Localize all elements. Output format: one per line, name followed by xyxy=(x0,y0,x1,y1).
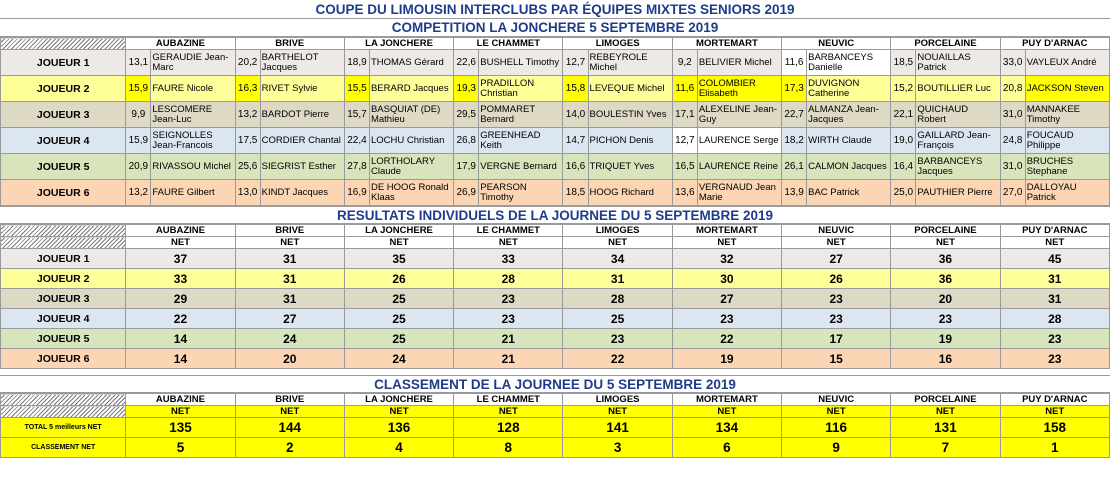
net-header: NET xyxy=(891,237,1000,249)
handicap-score: 13,1 xyxy=(126,50,151,76)
handicap-score: 15,9 xyxy=(126,76,151,102)
handicap-score: 16,5 xyxy=(672,154,697,180)
net-score: 32 xyxy=(672,249,781,269)
club-header-row xyxy=(1,225,1110,237)
player-name: PICHON Denis xyxy=(588,128,672,154)
club-header: NEUVIC xyxy=(782,394,891,406)
handicap-score: 17,1 xyxy=(672,102,697,128)
result-row xyxy=(1,349,1110,369)
club-header: PUY D'ARNAC xyxy=(1000,38,1109,50)
net-score: 26 xyxy=(782,269,891,289)
handicap-score: 13,2 xyxy=(235,102,260,128)
net-score: 31 xyxy=(235,269,344,289)
club-header-row xyxy=(1,38,1110,50)
club-header: LIMOGES xyxy=(563,394,672,406)
player-name: PAUTHIER Pierre xyxy=(916,180,1000,206)
ranking-net: 9 xyxy=(782,438,891,458)
handicap-score: 17,5 xyxy=(235,128,260,154)
club-header: LA JONCHERE xyxy=(344,394,453,406)
net-score: 45 xyxy=(1000,249,1109,269)
player-name: WIRTH Claude xyxy=(807,128,891,154)
handicap-score: 22,1 xyxy=(891,102,916,128)
player-label: JOUEUR 5 xyxy=(1,329,126,349)
player-name: VERGNE Bernard xyxy=(479,154,563,180)
net-score: 27 xyxy=(782,249,891,269)
player-name: RIVASSOU Michel xyxy=(151,154,235,180)
hatched-corner xyxy=(1,394,126,406)
player-label: JOUEUR 3 xyxy=(1,289,126,309)
club-header: PUY D'ARNAC xyxy=(1000,394,1109,406)
club-header: LA JONCHERE xyxy=(344,225,453,237)
handicap-score: 15,9 xyxy=(126,128,151,154)
handicap-score: 14,7 xyxy=(563,128,588,154)
main-title: COUPE DU LIMOUSIN INTERCLUBS PAR ÉQUIPES MIXTES SENIORS 2019 xyxy=(0,0,1110,19)
player-name: GAILLARD Jean-François xyxy=(916,128,1000,154)
player-name: VERGNAUD Jean Marie xyxy=(697,180,781,206)
player-label: JOUEUR 2 xyxy=(1,269,126,289)
handicap-score: 22,4 xyxy=(344,128,369,154)
handicap-score: 16,3 xyxy=(235,76,260,102)
net-score: 31 xyxy=(235,289,344,309)
player-label: JOUEUR 5 xyxy=(1,154,126,180)
player-name: PRADILLON Christian xyxy=(479,76,563,102)
player-name: GREENHEAD Keith xyxy=(479,128,563,154)
player-name: TRIQUET Yves xyxy=(588,154,672,180)
ranking-row-label: CLASSEMENT NET xyxy=(1,438,126,458)
net-score: 23 xyxy=(891,309,1000,329)
net-score: 25 xyxy=(344,309,453,329)
handicap-score: 14,0 xyxy=(563,102,588,128)
player-name: KINDT Jacques xyxy=(260,180,344,206)
net-header: NET xyxy=(344,406,453,418)
net-score: 14 xyxy=(126,329,235,349)
club-header: AUBAZINE xyxy=(126,394,235,406)
player-label: JOUEUR 4 xyxy=(1,128,126,154)
total-row xyxy=(1,418,1110,438)
net-score: 31 xyxy=(1000,269,1109,289)
player-name: BELIVIER Michel xyxy=(697,50,781,76)
total-net: 131 xyxy=(891,418,1000,438)
club-header: BRIVE xyxy=(235,394,344,406)
net-score: 23 xyxy=(1000,349,1109,369)
handicap-score: 15,8 xyxy=(563,76,588,102)
player-label: JOUEUR 2 xyxy=(1,76,126,102)
handicap-score: 19,3 xyxy=(454,76,479,102)
result-row xyxy=(1,249,1110,269)
player-name: BARBANCEYS Danielle xyxy=(807,50,891,76)
handicap-score: 13,6 xyxy=(672,180,697,206)
net-score: 23 xyxy=(1000,329,1109,349)
net-score: 25 xyxy=(563,309,672,329)
handicap-score: 20,2 xyxy=(235,50,260,76)
club-header: PUY D'ARNAC xyxy=(1000,225,1109,237)
player-name: BARBANCEYS Jacques xyxy=(916,154,1000,180)
total-net: 134 xyxy=(672,418,781,438)
net-score: 34 xyxy=(563,249,672,269)
net-score: 14 xyxy=(126,349,235,369)
player-row xyxy=(1,76,1110,102)
player-name: LEVEQUE Michel xyxy=(588,76,672,102)
total-row-label: TOTAL 5 meilleurs NET xyxy=(1,418,126,438)
handicap-score: 31,0 xyxy=(1000,154,1025,180)
net-header: NET xyxy=(672,406,781,418)
player-name: ALEXELINE Jean-Guy xyxy=(697,102,781,128)
handicap-score: 11,6 xyxy=(672,76,697,102)
net-header: NET xyxy=(782,237,891,249)
net-header: NET xyxy=(1000,237,1109,249)
net-score: 28 xyxy=(454,269,563,289)
total-net: 141 xyxy=(563,418,672,438)
club-header: LIMOGES xyxy=(563,225,672,237)
hatched-corner xyxy=(1,237,126,249)
net-score: 36 xyxy=(891,249,1000,269)
player-label: JOUEUR 4 xyxy=(1,309,126,329)
ranking-title: CLASSEMENT DE LA JOURNEE DU 5 SEPTEMBRE 2019 xyxy=(0,375,1110,393)
net-score: 23 xyxy=(672,309,781,329)
handicap-score: 26,8 xyxy=(454,128,479,154)
handicap-score: 16,6 xyxy=(563,154,588,180)
club-header: PORCELAINE xyxy=(891,38,1000,50)
player-name: JACKSON Steven xyxy=(1025,76,1109,102)
net-score: 37 xyxy=(126,249,235,269)
handicap-score: 17,3 xyxy=(782,76,807,102)
net-score: 33 xyxy=(454,249,563,269)
results-title: RESULTATS INDIVIDUELS DE LA JOURNEE DU 5 SEPTEMBRE 2019 xyxy=(0,206,1110,224)
net-score: 31 xyxy=(1000,289,1109,309)
total-net: 158 xyxy=(1000,418,1109,438)
club-header: PORCELAINE xyxy=(891,225,1000,237)
net-score: 21 xyxy=(454,329,563,349)
player-name: DUVIGNON Catherine xyxy=(807,76,891,102)
handicap-score: 31,0 xyxy=(1000,102,1025,128)
player-name: BAC Patrick xyxy=(807,180,891,206)
handicap-score: 12,7 xyxy=(672,128,697,154)
total-net: 128 xyxy=(454,418,563,438)
net-header: NET xyxy=(454,237,563,249)
net-header: NET xyxy=(672,237,781,249)
result-row xyxy=(1,329,1110,349)
player-name: BERARD Jacques xyxy=(369,76,453,102)
handicap-score: 18,2 xyxy=(782,128,807,154)
handicap-score: 19,0 xyxy=(891,128,916,154)
result-row xyxy=(1,289,1110,309)
club-header: LE CHAMMET xyxy=(454,38,563,50)
player-name: FAURE Gilbert xyxy=(151,180,235,206)
net-score: 36 xyxy=(891,269,1000,289)
net-score: 22 xyxy=(126,309,235,329)
ranking-net: 5 xyxy=(126,438,235,458)
player-row xyxy=(1,154,1110,180)
player-name: POMMARET Bernard xyxy=(479,102,563,128)
player-name: RIVET Sylvie xyxy=(260,76,344,102)
player-label: JOUEUR 6 xyxy=(1,349,126,369)
net-header: NET xyxy=(126,406,235,418)
player-name: HOOG Richard xyxy=(588,180,672,206)
handicap-score: 15,7 xyxy=(344,102,369,128)
net-score: 20 xyxy=(235,349,344,369)
ranking-net: 7 xyxy=(891,438,1000,458)
handicap-score: 18,5 xyxy=(563,180,588,206)
net-score: 35 xyxy=(344,249,453,269)
result-row xyxy=(1,269,1110,289)
player-name: LORTHOLARY Claude xyxy=(369,154,453,180)
ranking-table xyxy=(0,393,1110,458)
handicap-score: 22,7 xyxy=(782,102,807,128)
total-net: 116 xyxy=(782,418,891,438)
ranking-net: 1 xyxy=(1000,438,1109,458)
hatched-corner xyxy=(1,406,126,418)
player-row xyxy=(1,128,1110,154)
net-score: 25 xyxy=(344,289,453,309)
net-score: 20 xyxy=(891,289,1000,309)
player-row xyxy=(1,102,1110,128)
handicap-score: 20,8 xyxy=(1000,76,1025,102)
competition-title: COMPETITION LA JONCHERE 5 SEPTEMBRE 2019 xyxy=(0,19,1110,37)
player-name: VAYLEUX André xyxy=(1025,50,1109,76)
player-name: FAURE Nicole xyxy=(151,76,235,102)
handicap-score: 12,7 xyxy=(563,50,588,76)
ranking-row xyxy=(1,438,1110,458)
handicap-score: 16,9 xyxy=(344,180,369,206)
club-header: BRIVE xyxy=(235,38,344,50)
net-score: 23 xyxy=(563,329,672,349)
player-name: THOMAS Gérard xyxy=(369,50,453,76)
club-header: MORTEMART xyxy=(672,394,781,406)
player-name: BOUTILLIER Luc xyxy=(916,76,1000,102)
net-score: 24 xyxy=(344,349,453,369)
club-header: NEUVIC xyxy=(782,38,891,50)
net-score: 22 xyxy=(672,329,781,349)
net-header: NET xyxy=(126,237,235,249)
net-score: 27 xyxy=(235,309,344,329)
net-header-row xyxy=(1,406,1110,418)
player-name: COLOMBIER Elisabeth xyxy=(697,76,781,102)
net-score: 26 xyxy=(344,269,453,289)
net-score: 28 xyxy=(563,289,672,309)
net-score: 21 xyxy=(454,349,563,369)
result-row xyxy=(1,309,1110,329)
net-header: NET xyxy=(344,237,453,249)
handicap-score: 13,2 xyxy=(126,180,151,206)
hatched-corner xyxy=(1,38,126,50)
handicap-score: 27,8 xyxy=(344,154,369,180)
handicap-score: 20,9 xyxy=(126,154,151,180)
handicap-score: 9,9 xyxy=(126,102,151,128)
ranking-net: 8 xyxy=(454,438,563,458)
net-header: NET xyxy=(235,237,344,249)
player-name: REBEYROLE Michel xyxy=(588,50,672,76)
results-table xyxy=(0,224,1110,369)
player-row xyxy=(1,50,1110,76)
total-net: 135 xyxy=(126,418,235,438)
net-header: NET xyxy=(891,406,1000,418)
club-header: MORTEMART xyxy=(672,225,781,237)
club-header: LE CHAMMET xyxy=(454,225,563,237)
ranking-net: 4 xyxy=(344,438,453,458)
handicap-score: 25,0 xyxy=(891,180,916,206)
net-score: 23 xyxy=(782,289,891,309)
net-score: 23 xyxy=(454,289,563,309)
player-label: JOUEUR 6 xyxy=(1,180,126,206)
handicap-score: 11,6 xyxy=(782,50,807,76)
net-score: 16 xyxy=(891,349,1000,369)
handicap-score: 13,0 xyxy=(235,180,260,206)
net-header-row xyxy=(1,237,1110,249)
net-score: 29 xyxy=(126,289,235,309)
ranking-net: 3 xyxy=(563,438,672,458)
player-name: MANNAKEE Timothy xyxy=(1025,102,1109,128)
handicap-score: 18,9 xyxy=(344,50,369,76)
handicap-score: 33,0 xyxy=(1000,50,1025,76)
handicap-score: 13,9 xyxy=(782,180,807,206)
net-score: 19 xyxy=(891,329,1000,349)
hatched-corner xyxy=(1,225,126,237)
player-name: SIEGRIST Esther xyxy=(260,154,344,180)
club-header: LA JONCHERE xyxy=(344,38,453,50)
player-name: PEARSON Timothy xyxy=(479,180,563,206)
club-header: LIMOGES xyxy=(563,38,672,50)
net-header: NET xyxy=(563,406,672,418)
club-header: LE CHAMMET xyxy=(454,394,563,406)
handicap-score: 9,2 xyxy=(672,50,697,76)
handicap-score: 24,8 xyxy=(1000,128,1025,154)
net-score: 24 xyxy=(235,329,344,349)
handicap-score: 29,5 xyxy=(454,102,479,128)
ranking-net: 6 xyxy=(672,438,781,458)
total-net: 144 xyxy=(235,418,344,438)
player-name: BOULESTIN Yves xyxy=(588,102,672,128)
net-score: 30 xyxy=(672,269,781,289)
player-name: LAURENCE Serge xyxy=(697,128,781,154)
player-name: DE HOOG Ronald Klaas xyxy=(369,180,453,206)
net-score: 19 xyxy=(672,349,781,369)
net-header: NET xyxy=(235,406,344,418)
handicap-score: 15,5 xyxy=(344,76,369,102)
player-label: JOUEUR 3 xyxy=(1,102,126,128)
player-name: NOUAILLAS Patrick xyxy=(916,50,1000,76)
club-header: NEUVIC xyxy=(782,225,891,237)
handicap-score: 25,6 xyxy=(235,154,260,180)
handicap-score: 22,6 xyxy=(454,50,479,76)
total-net: 136 xyxy=(344,418,453,438)
competition-table xyxy=(0,37,1110,206)
net-score: 28 xyxy=(1000,309,1109,329)
net-score: 17 xyxy=(782,329,891,349)
handicap-score: 26,9 xyxy=(454,180,479,206)
net-score: 33 xyxy=(126,269,235,289)
player-name: BARTHELOT Jacques xyxy=(260,50,344,76)
handicap-score: 15,2 xyxy=(891,76,916,102)
net-header: NET xyxy=(782,406,891,418)
player-name: CORDIER Chantal xyxy=(260,128,344,154)
player-name: DALLOYAU Patrick xyxy=(1025,180,1109,206)
net-score: 31 xyxy=(235,249,344,269)
club-header: AUBAZINE xyxy=(126,225,235,237)
handicap-score: 26,1 xyxy=(782,154,807,180)
player-name: BARDOT Pierre xyxy=(260,102,344,128)
ranking-net: 2 xyxy=(235,438,344,458)
net-score: 23 xyxy=(782,309,891,329)
net-header: NET xyxy=(563,237,672,249)
player-name: ALMANZA Jean-Jacques xyxy=(807,102,891,128)
player-name: GERAUDIE Jean-Marc xyxy=(151,50,235,76)
player-name: LAURENCE Reine xyxy=(697,154,781,180)
player-name: QUICHAUD Robert xyxy=(916,102,1000,128)
net-score: 27 xyxy=(672,289,781,309)
handicap-score: 27,0 xyxy=(1000,180,1025,206)
player-name: BUSHELL Timothy xyxy=(479,50,563,76)
net-header: NET xyxy=(1000,406,1109,418)
handicap-score: 16,4 xyxy=(891,154,916,180)
player-name: FOUCAUD Philippe xyxy=(1025,128,1109,154)
player-row xyxy=(1,180,1110,206)
player-name: BRUCHES Stephane xyxy=(1025,154,1109,180)
handicap-score: 17,9 xyxy=(454,154,479,180)
club-header: AUBAZINE xyxy=(126,38,235,50)
player-name: CALMON Jacques xyxy=(807,154,891,180)
club-header: MORTEMART xyxy=(672,38,781,50)
net-score: 23 xyxy=(454,309,563,329)
player-name: LESCOMERE Jean-Luc xyxy=(151,102,235,128)
club-header: PORCELAINE xyxy=(891,394,1000,406)
net-score: 31 xyxy=(563,269,672,289)
player-name: LOCHU Christian xyxy=(369,128,453,154)
player-label: JOUEUR 1 xyxy=(1,50,126,76)
player-name: SEIGNOLLES Jean-Francois xyxy=(151,128,235,154)
handicap-score: 18,5 xyxy=(891,50,916,76)
player-name: BASQUIAT (DE) Mathieu xyxy=(369,102,453,128)
club-header-row xyxy=(1,394,1110,406)
net-score: 15 xyxy=(782,349,891,369)
net-header: NET xyxy=(454,406,563,418)
net-score: 22 xyxy=(563,349,672,369)
net-score: 25 xyxy=(344,329,453,349)
player-label: JOUEUR 1 xyxy=(1,249,126,269)
club-header: BRIVE xyxy=(235,225,344,237)
